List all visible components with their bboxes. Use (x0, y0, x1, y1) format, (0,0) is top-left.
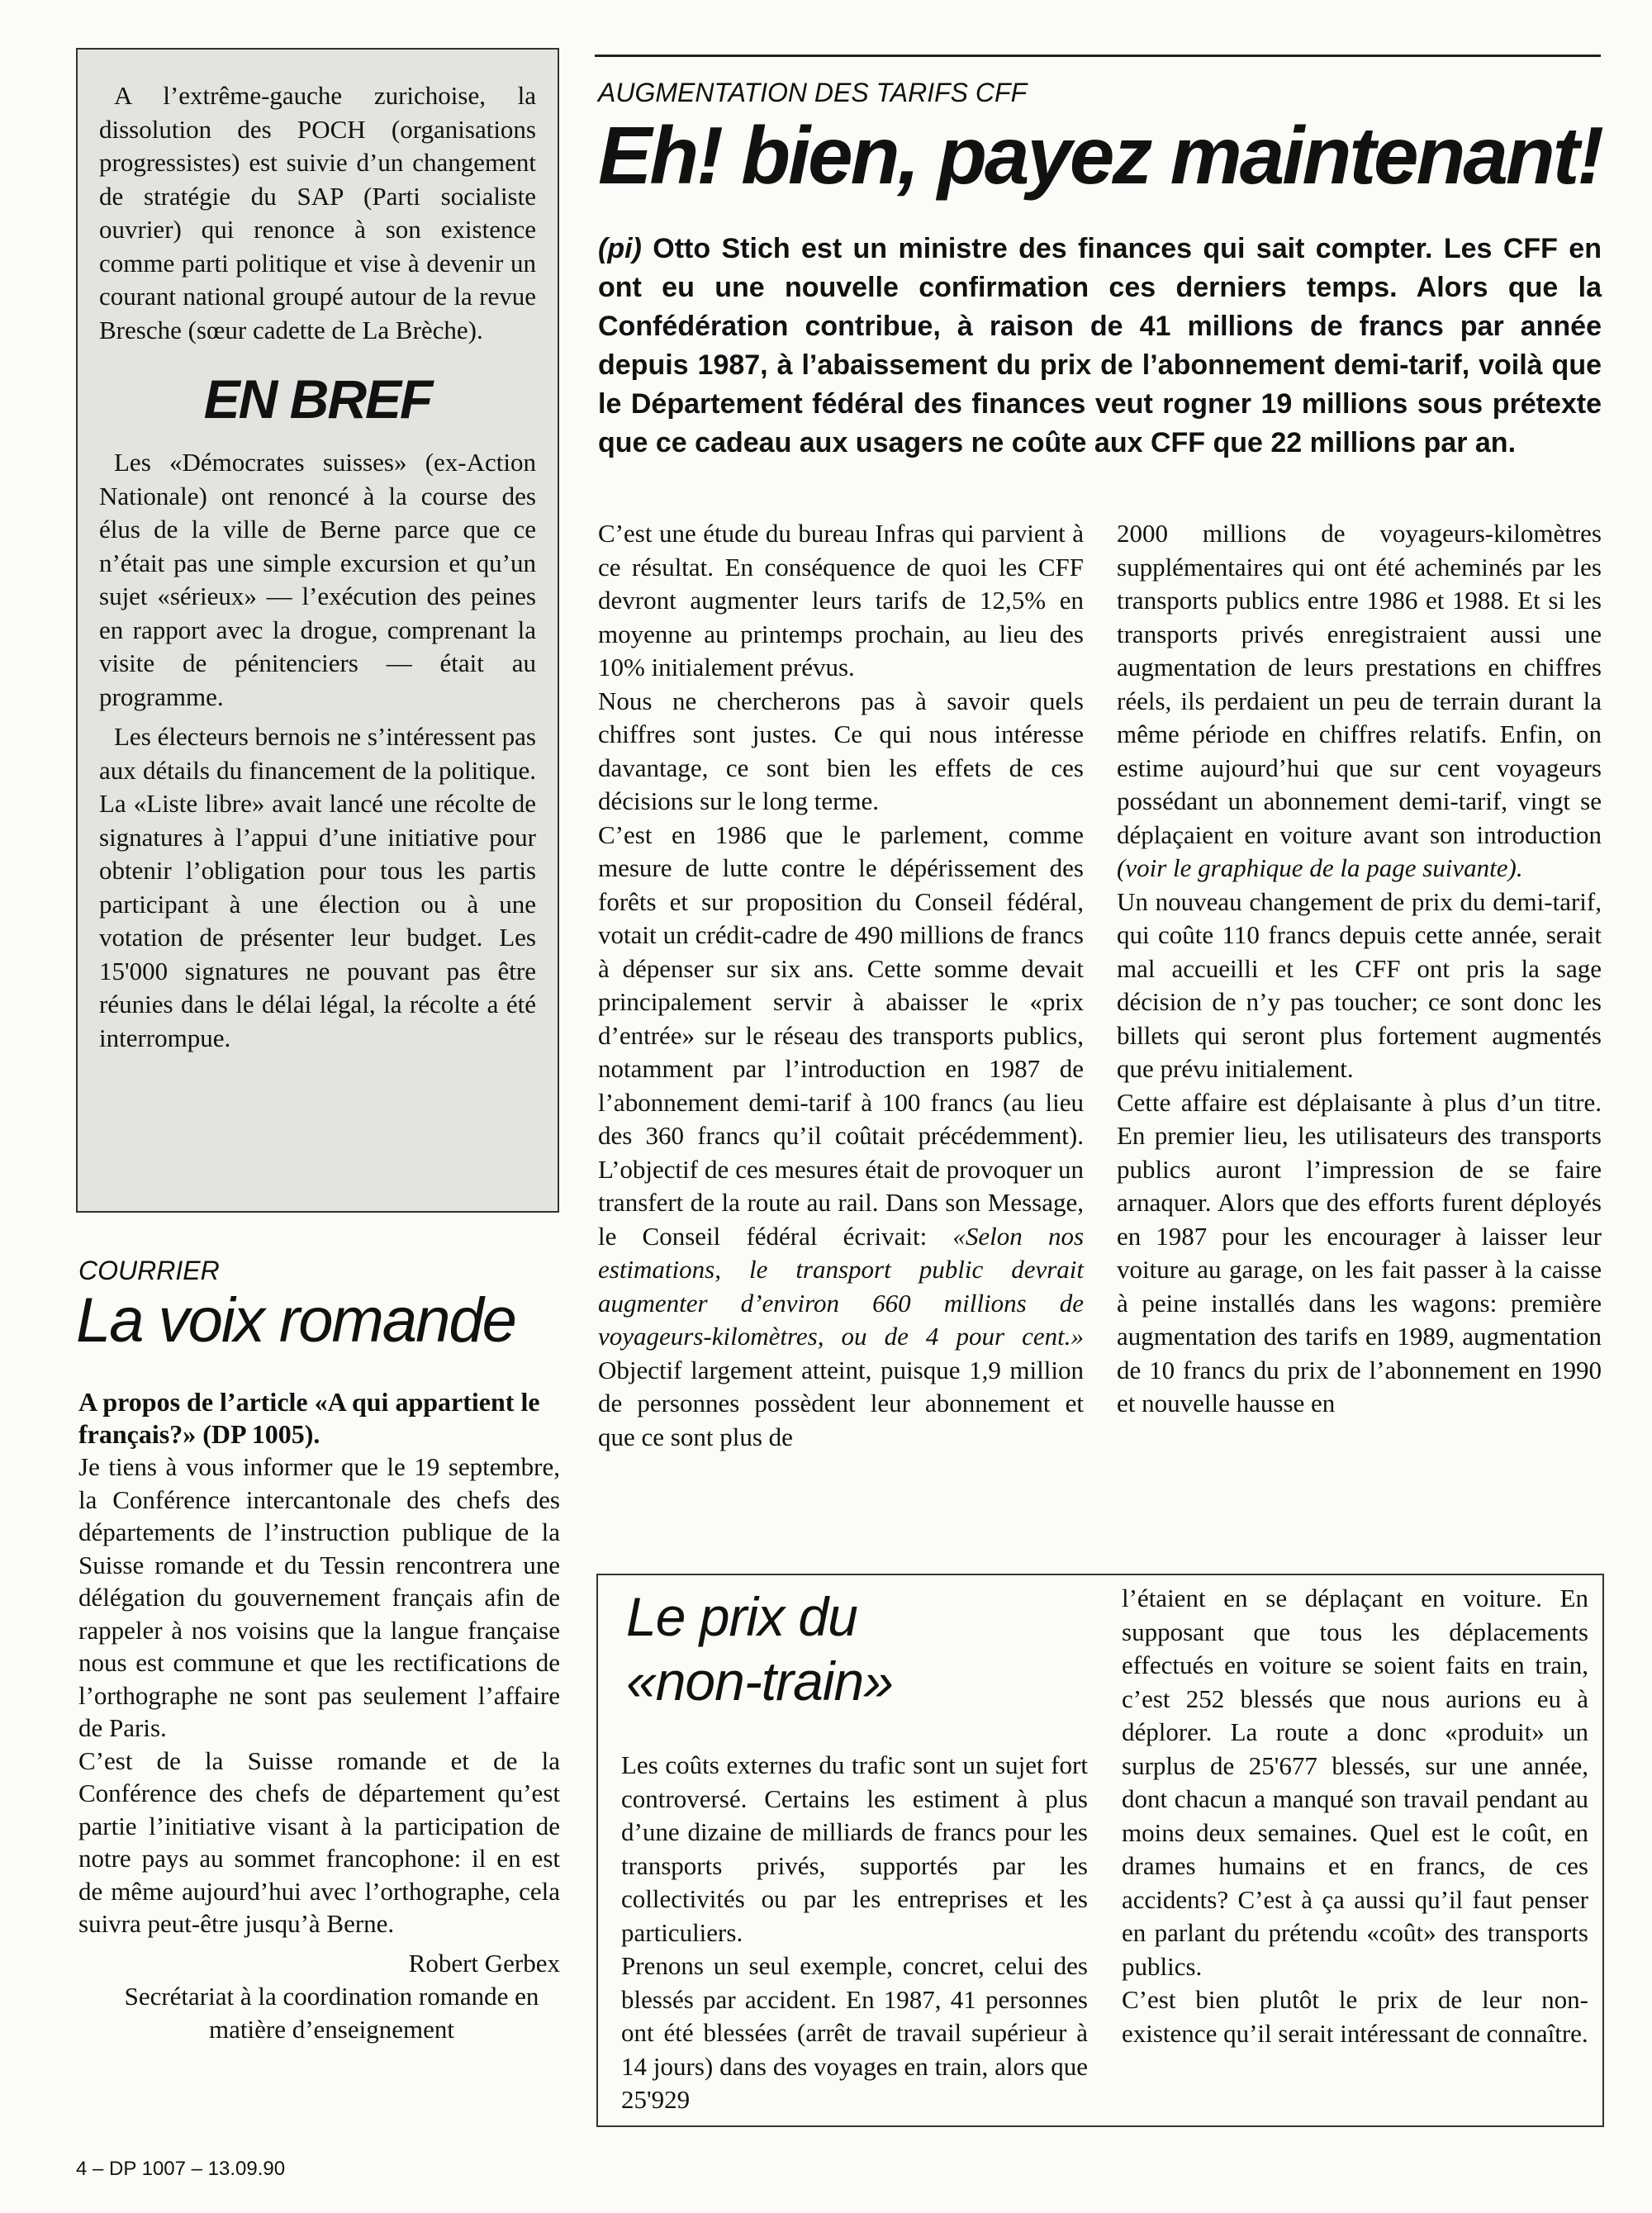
brief-paragraph-1: A l’extrême-gauche zurichoise, la dissolution des POCH (organisations progressistes) est suivie d’un changement de stratégie du SAP (Parti socialiste ouvrier) qui renonce à son existence comme parti politique et vise à devenir un courant national groupé autour de la revue Bresche (sœur cadette de La Brèche). (99, 81, 536, 344)
sidebar-paragraph-4: C’est bien plutôt le prix de leur non-existence qu’il serait intéressant de connaître. (1122, 1985, 1588, 2048)
article-quote: «Selon nos estimations, le transport public devrait augmenter d’environ 660 millions de voyageurs-kilomètres, ou de 4 pour cent.» (598, 1221, 1085, 1351)
courrier-title: La voix romande (76, 1285, 515, 1356)
courrier-signature-affiliation: Secrétariat à la coordination romande en matière d’enseignement (124, 1981, 539, 2044)
courrier-kicker: COURRIER (78, 1256, 220, 1285)
article-title: Eh! bien, payez maintenant! (598, 110, 1602, 201)
article-paragraph-r1-text: 2000 millions de voyageurs-kilomètres supplémentaires qui ont été acheminés par les transports publics entre 1986 et 1988. Et si les transports privés enregistraient aussi une augmentation de leurs prestations en chiffres réels, ils perdaient un peu de terrain durant la même période en chiffres relatifs. Enfin, on estime aujourd’hui que sur cent voyageurs possédant un abonnement demi-tarif, vingt se déplaçaient en voiture avant son introduction (1117, 519, 1602, 849)
article-paragraph-m2: Nous ne chercherons pas à savoir quels chiffres sont justes. Ce qui nous intéresse davantage, ce sont bien les effets de ces décisions sur le long terme. (598, 686, 1084, 815)
sidebar-title-line-1: Le prix du (626, 1586, 857, 1647)
courrier-paragraph-2: C’est de la Suisse romande et de la Conférence des chefs de département qu’est partie l’initiative visant à la participation de notre pays au sommet francophone: il en est de même aujourd’hui avec l’orthographe, cela suivra peut-être jusqu’à Berne. (78, 1745, 560, 1938)
article-paragraph-m3 (598, 819, 1084, 1455)
article-paragraph-m3-end: Objectif largement atteint, puisque 1,9 million de personnes possèdent leur abonnement et que ce sont plus de (598, 1355, 1084, 1451)
sidebar-paragraph-1: Les coûts externes du trafic sont un sujet fort controversé. Certains les estiment à plus d’une dizaine de milliards de francs pour les transports privés, supportés par les collectivités ou par les entreprises et les particuliers. (621, 1750, 1088, 1947)
sidebar-paragraph-2: Prenons un seul exemple, concret, celui des blessés par accident. En 1987, 41 personnes ont été blessées (arrêt de travail supérieur à 14 jours) dans des voyages en train, alors que 25'929 (621, 1951, 1088, 2114)
sidebar-column-right (1122, 1582, 1588, 2050)
article-paragraph-r1 (1117, 517, 1602, 886)
article-column-right (1117, 517, 1602, 1421)
article-lead (598, 230, 1602, 463)
en-bref-box (76, 48, 559, 1213)
article-paragraph-r3: Cette affaire est déplaisante à plus d’un titre. En premier lieu, les utilisateurs des transports publics auront l’impression de se faire arnaquer. Alors que des efforts furent déployés en 1987 pour les encourager à laisser leur voiture au garage, on les fait passer à la caisse à peine installés dans les wagons: première augmentation des tarifs en 1989, augmentation de 10 francs du prix de l’abonnement en 1990 et nouvelle hausse en (1117, 1087, 1602, 1418)
top-rule (595, 55, 1601, 57)
sidebar-paragraph-3: l’étaient en se déplaçant en voiture. En supposant que tous les déplacements effectués en voiture se soient faits en train, c’est 252 blessés que nous aurions eu à déplorer. La route a donc «produit» un surplus de 25'677 blessés, sur une année, dont chacun a manqué son travail pendant au moins deux semaines. Quel est le coût, en drames humains et en francs, de ces accidents? C’est à ça aussi qu’il faut penser en parlant du prétendu «coût» des transports publics. (1122, 1584, 1588, 1981)
courrier-paragraph-1: Je tiens à vous informer que le 19 septembre, la Conférence intercantonale des chefs des départements de l’instruction publique de la Suisse romande et du Tessin rencontrera une délégation du gouvernement français afin de rappeler à nos voisins que la langue française nous est commune et que les rectifications de l’orthographe ne sont pas seulement l’affaire de Paris. (78, 1452, 560, 1742)
sidebar-title (626, 1584, 893, 1713)
brief-paragraph-3: Les électeurs bernois ne s’intéressent pas aux détails du financement de la politique. La «Liste libre» avait lancé une récolte de signatures à l’appui d’une initiative pour obtenir l’obligation pour tous les partis participant à une élection ou à une votation de présenter leur budget. Les 15'000 signatures ne pouvant pas être réunies dans le délai légal, la récolte a été interrompue. (99, 722, 536, 1052)
brief-paragraph-2: Les «Démocrates suisses» (ex-Action Nationale) ont renoncé à la course des élus de la ville de Berne parce que ce n’était pas une simple excursion et qu’un sujet «sérieux» — l’exécution des peines en rapport avec la drogue, comprenant la visite de pénitenciers — était au programme. (99, 448, 536, 711)
courrier-signature: Robert Gerbex (408, 1948, 560, 1978)
article-lead-tag: (pi) (598, 233, 642, 264)
sidebar-title-line-2: «non-train» (626, 1650, 893, 1712)
sidebar-column-left (621, 1749, 1088, 2117)
article-kicker: AUGMENTATION DES TARIFS CFF (598, 78, 1028, 107)
article-paragraph-r2: Un nouveau changement de prix du demi-tarif, qui coûte 110 francs depuis cette année, serait mal accueilli et les CFF ont pris la sage décision de n’y pas toucher; ce sont donc les billets qui seront plus fortement augmentés que prévu initialement. (1117, 886, 1602, 1083)
en-bref-heading: EN BREF (203, 368, 432, 430)
courrier-body (78, 1386, 560, 2046)
article-paragraph-m1: C’est une étude du bureau Infras qui parvient à ce résultat. En conséquence de quoi les CFF devront augmenter leurs tarifs de 12,5% en moyenne au printemps prochain, au lieu des 10% initialement prévus. (598, 519, 1084, 681)
article-column-middle (598, 517, 1084, 1454)
article-lead-text: Otto Stich est un ministre des finances qui sait compter. Les CFF en ont eu une nouvelle confirmation ces derniers temps. Alors que la Confédération contribue, à raison de 41 millions de francs par année depuis 1987, à l’abaissement du prix de l’abonnement demi-tarif, voilà que le Département fédéral des finances veut rogner 19 millions sous prétexte que ce cadeau aux usagers ne coûte aux CFF que 22 millions par an. (598, 233, 1602, 458)
article-paragraph-m3-text: C’est en 1986 que le parlement, comme mesure de lutte contre le dépérissement des forêts et sur proposition du Conseil fédéral, votait un crédit-cadre de 490 millions de francs à dépenser sur six ans. Cette somme devait principalement servir à abaisser le «prix d’entrée» sur le réseau des transports publics, notamment par l’introduction en 1987 de l’abonnement demi-tarif à 100 francs (au lieu des 360 francs qu’il coûtait précédemment). L’objectif de ces mesures était de provoquer un transfert de la route au rail. Dans son Message, le Conseil fédéral écrivait: (598, 819, 1084, 1251)
page-folio: 4 – DP 1007 – 13.09.90 (76, 2158, 286, 2180)
article-graph-reference: (voir le graphique de la page suivante). (1117, 853, 1523, 882)
courrier-lead: A propos de l’article «A qui appartient le français?» (DP 1005). (78, 1387, 540, 1449)
